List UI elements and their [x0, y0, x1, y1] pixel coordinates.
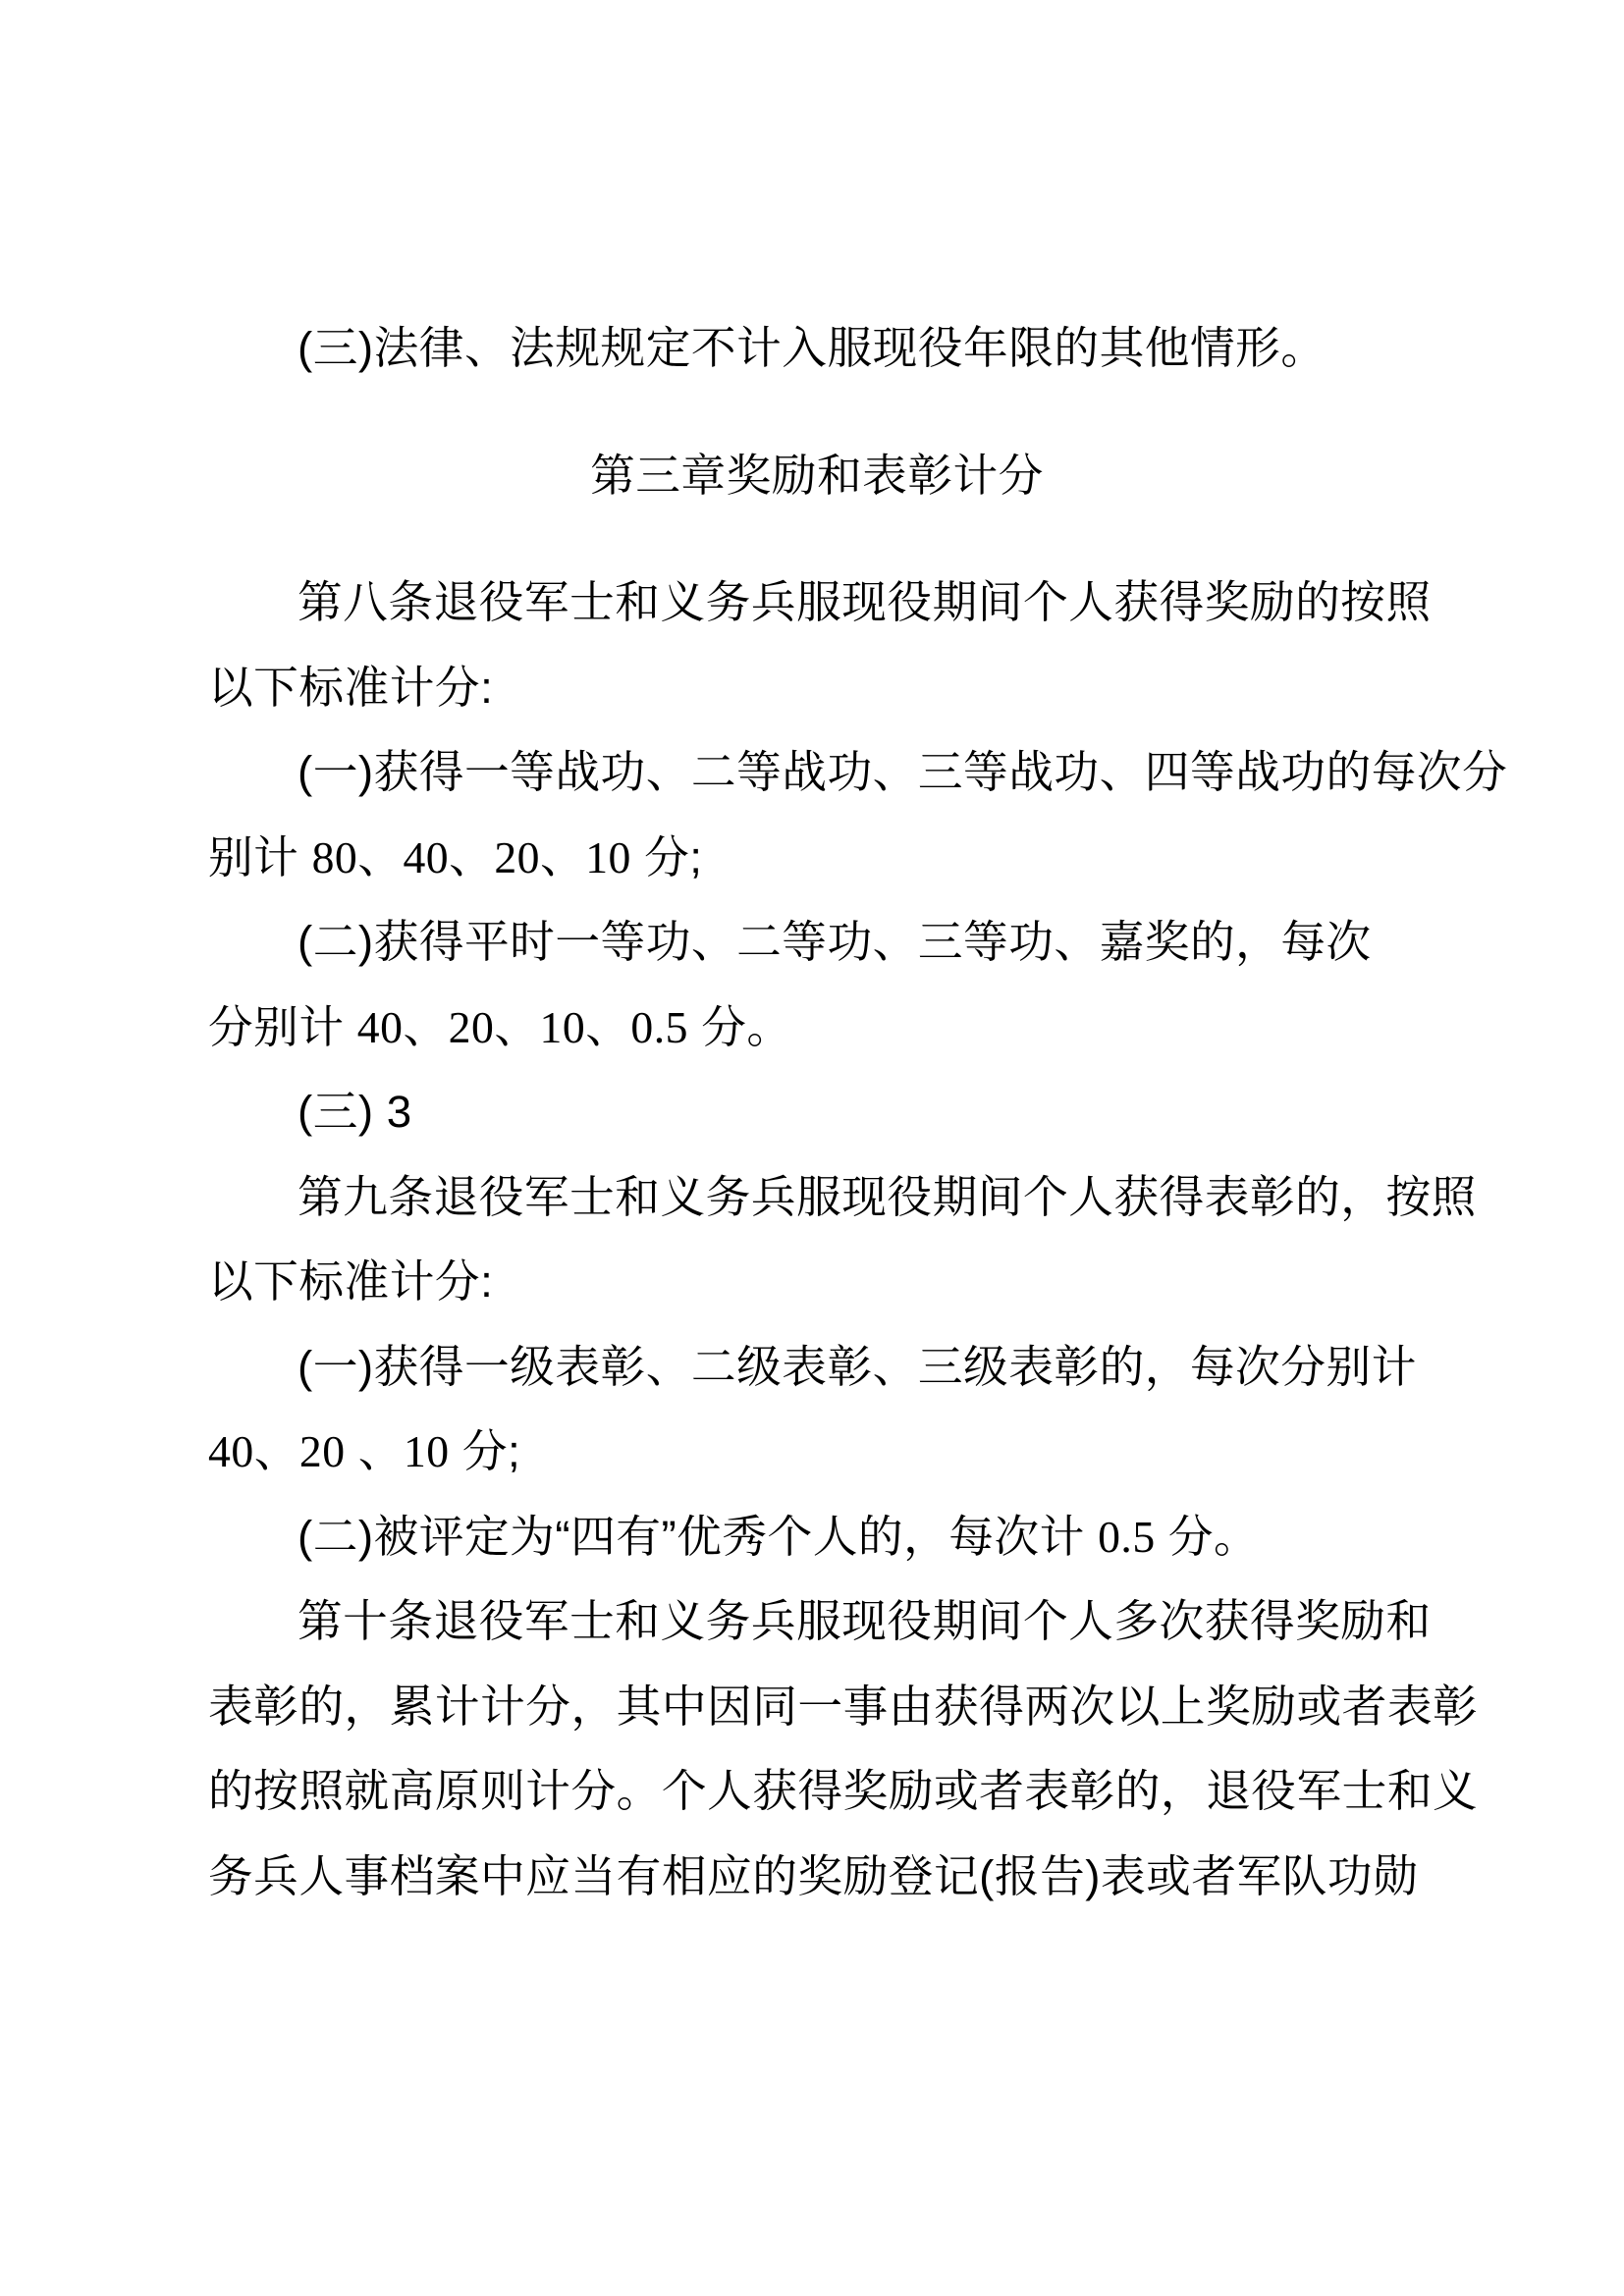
text-line: 以下标准计分: [208, 662, 494, 713]
number-text: 10 [403, 1426, 450, 1476]
text-line: (二)被评定为“四有”优秀个人的，每次计 0.5 分。 [298, 1511, 1260, 1562]
number-text: 0.5 [630, 1001, 688, 1052]
text-line: 40、20 、10 分; [208, 1426, 521, 1476]
text-line: 第八条退役军士和义务兵服现役期间个人获得奖励的按照 [298, 577, 1432, 627]
text-line: (二)获得平时一等功、二等功、三等功、嘉奖的，每次 [298, 917, 1372, 967]
number-text: 20 [448, 1001, 495, 1052]
number-text: 40 [208, 1426, 254, 1476]
text-line: 第九条退役军士和义务兵服现役期间个人获得表彰的，按照 [298, 1171, 1477, 1222]
number-text: 0.5 [1098, 1511, 1156, 1562]
number-text: 80 [311, 831, 358, 882]
text-line: (一)获得一级表彰、二级表彰、三级表彰的，每次分别计 [298, 1341, 1417, 1392]
text-line: 务兵人事档案中应当有相应的奖励登记(报告)表或者军队功勋 [208, 1850, 1419, 1901]
text-line: 表彰的，累计计分，其中因同一事由获得两次以上奖励或者表彰 [208, 1681, 1479, 1732]
text-line: 以下标准计分: [208, 1256, 494, 1307]
number-text: 20 [298, 1426, 346, 1476]
text-line: 分别计 40、20、10、0.5 分。 [208, 1001, 792, 1052]
text-line: 别计 80、40、20、10 分; [208, 831, 703, 882]
number-text: 10 [585, 831, 631, 882]
text-line: 第十条退役军士和义务兵服现役期间个人多次获得奖励和 [298, 1596, 1432, 1646]
number-text: 40 [356, 1001, 404, 1052]
number-text: 10 [539, 1001, 586, 1052]
number-text: 20 [494, 831, 541, 882]
text-line: (三) 3 [298, 1087, 412, 1137]
chapter-heading: 第三章奖励和表彰计分 [590, 450, 1044, 501]
text-line: (一)获得一等战功、二等战功、三等战功、四等战功的每次分 [298, 747, 1508, 797]
document-body [208, 306, 1508, 1919]
number-text: 40 [403, 831, 450, 882]
text-line: (三)法律、法规规定不计入服现役年限的其他情形。 [298, 323, 1326, 373]
text-line: 的按照就高原则计分。个人获得奖励或者表彰的，退役军士和义 [208, 1766, 1479, 1816]
